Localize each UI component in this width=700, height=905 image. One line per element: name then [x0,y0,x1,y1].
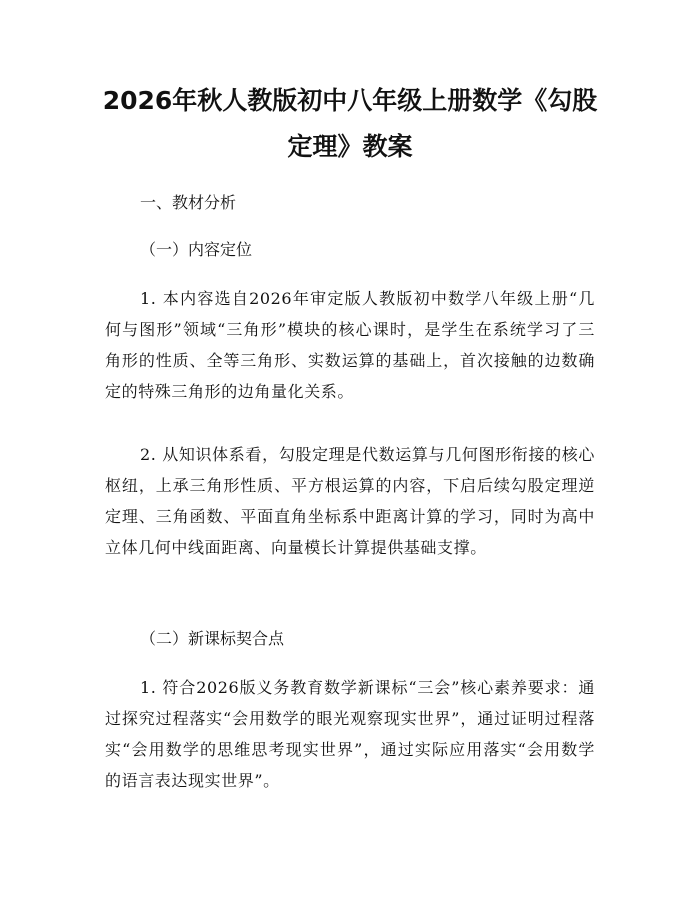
subsection-heading-content-positioning: （一）内容定位 [140,240,253,259]
document-title-line-1: 2026年秋人教版初中八年级上册数学《勾股 [102,86,598,115]
document-title-line-2: 定理》教案 [287,132,413,161]
paragraph-knowledge-system: 2. 从知识体系看，勾股定理是代数运算与几何图形衔接的核心枢纽，上承三角形性质、平方根运算的内容，下启后续勾股定理逆定理、三角函数、平面直角坐标系中距离计算的学习，同时为高中立体几何中线面距离、向量模长计算提供基础支撑。 [105,445,595,557]
paragraph-core-literacy: 1. 符合2026版义务教育数学新课标“三会”核心素养要求：通过探究过程落实“会用数学的眼光观察现实世界”，通过证明过程落实“会用数学的思维思考现实世界”，通过实际应用落实“会用数学的语言表达现实世界”。 [105,678,595,790]
subsection-heading-curriculum-alignment: （二）新课标契合点 [140,629,285,648]
paragraph-content-source: 1. 本内容选自2026年审定版人教版初中数学八年级上册“几何与图形”领域“三角形”模块的核心课时，是学生在系统学习了三角形的性质、全等三角形、实数运算的基础上，首次接触的边数确定的特殊三角形的边角量化关系。 [105,289,595,401]
section-heading-textbook-analysis: 一、教材分析 [140,193,237,212]
